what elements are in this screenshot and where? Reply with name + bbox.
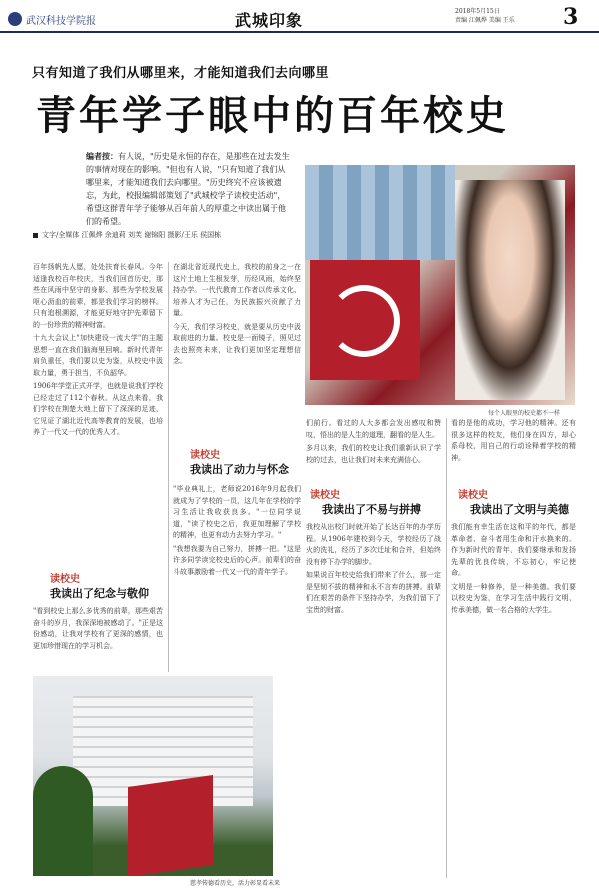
bookshelf-image — [305, 165, 455, 260]
byline-text: 文字/全媒体 江佩烨 余迪莉 刘芙 谢锦阳 摄影/王乐 侯国栋 — [42, 231, 222, 239]
article-kicker: 只有知道了我们从哪里来，才能知道我们去向哪里 — [32, 66, 330, 81]
campus-photo-caption: 慈孝传德看历史，活力彰显看未来 — [190, 880, 281, 887]
col2-para1: 在湖北省近现代史上，我校的前身之一在这片土地上生根发芽，历经风雨，始终坚持办学。一代代教育工作者以传承文化、培养人才为己任，为民族振兴贡献了力量。 — [173, 263, 301, 317]
col4-sub-title: 我读出了文明与美德 — [470, 503, 569, 516]
newspaper-logo — [8, 10, 128, 28]
red-book-image — [128, 775, 213, 876]
col3-sub-title: 我读出了不易与拼搏 — [322, 503, 421, 516]
school-seal-icon — [8, 12, 22, 26]
issue-editors: 责编 江佩烨 美编 王乐 — [455, 17, 515, 24]
col3-body — [306, 522, 441, 877]
editor-note-label: 编者按： — [86, 151, 118, 161]
col1-para3: 1906年学堂正式开学，也就是说我们学校已经走过了112个春秋。从这点来看，我们学校在荆楚大地上留下了深深的足迹，它见证了湖北近代高等教育的发展，也培养了一代又一代的优秀人才。 — [33, 382, 163, 436]
col4-sub-label: 读校史 — [458, 490, 488, 501]
col2-sub-title: 我读出了动力与怀念 — [190, 463, 289, 476]
column-2 — [173, 262, 301, 437]
column-3 — [306, 418, 441, 480]
col4-para1: 看的是他的成功，学习他的精神。还有很多这样的校友，他们身在四方，却心系母校，用自己的行动诠释着学校的精神。 — [451, 419, 576, 462]
issue-date: 2018年5月15日 — [455, 8, 500, 15]
col3-sub-label: 读校史 — [310, 490, 340, 501]
col2-body — [173, 484, 301, 669]
byline — [33, 230, 221, 240]
col2-para3: "毕业典礼上，老师说2016年9月起我们就成为了学校的一员，这几年在学校的学习生活让我收获良多。"一位同学说道，"读了校史之后，我更加理解了学校的精神，也更有动力去努力学习。" — [173, 485, 301, 539]
column-1 — [33, 262, 163, 562]
main-photo — [305, 165, 575, 405]
col1-para2: 十九大会议上"加快建设一流大学"的主题思想一直在我们脑海里回响。新时代青年肩负重任，我们要以史为鉴，从校史中汲取力量，勇于担当，不负韶华。 — [33, 334, 163, 377]
column-divider — [446, 418, 447, 878]
issue-meta — [455, 7, 515, 25]
page-number: 3 — [563, 4, 579, 30]
col3-para3: 我校从出校门时就开始了长达百年的办学历程。从1906年建校到今天，学校经历了战火的洗礼，经历了多次迁址和合并，但始终没有停下办学的脚步。 — [306, 523, 441, 566]
column-divider — [168, 262, 169, 672]
col3-para2: 多月以来，我们的校史让我们重新认识了学校的过去，也让我们对未来充满信心。 — [306, 444, 441, 464]
red-book-image — [310, 260, 420, 380]
tree-image — [33, 766, 93, 876]
section-title: 武城印象 — [235, 11, 304, 30]
header-rule — [0, 31, 599, 33]
campus-photo — [33, 676, 273, 876]
col4-body — [451, 522, 576, 877]
col2-para2: 今天，我们学习校史，就是要从历史中汲取前进的力量。校史是一面镜子，照见过去也照亮未来，让我们更加坚定理想信念。 — [173, 322, 301, 365]
col1-para4: "看到校史上那么多优秀的前辈，那些艰苦奋斗的岁月，我深深地被感动了。"正是这份感动，让我对学校有了更深的感情，也更加珍惜现在的学习机会。 — [33, 607, 163, 650]
main-photo-caption: 每个人眼里的校史都不一样 — [488, 410, 561, 417]
col3-para1: 们前行。看过的人大多都会发出感叹和赞叹，悟出的是人生的道理，翻看的是人生。 — [306, 419, 441, 439]
student-image — [455, 180, 565, 400]
col3-para4: 如果说百年校史给我们带来了什么，那一定是坚韧不拔的精神和永不言弃的拼搏。前辈们在艰苦的条件下坚持办学，为我们留下了宝贵的财富。 — [306, 571, 441, 614]
col2-sub-label: 读校史 — [190, 450, 220, 461]
col1-sub-title: 我读出了纪念与敬仰 — [50, 587, 149, 600]
col4-para2: 我们能有幸生活在这和平的年代，都是革命者、奋斗者用生命和汗水换来的。作为新时代的青年，我们要继承和发扬先辈的优良传统，不忘初心，牢记使命。 — [451, 523, 576, 577]
col1-para1: 百年扬帆先人愿，处处扶育长春风。今年适逢我校百年校庆，当我们回首历史，那些在风雨中坚守的身影、那些为学校发展呕心沥血的前辈，都是我们学习的榜样。只有追根溯源，才能更好地守护先辈留下的一份珍贵的精神财富。 — [33, 263, 163, 329]
col4-para3: 文明是一种修养，是一种美德。我们要以校史为鉴，在学习生活中践行文明，传承美德，做一名合格的大学生。 — [451, 582, 576, 614]
byline-bullet-icon — [33, 233, 38, 238]
editor-note — [86, 150, 291, 228]
newspaper-name: 武汉科技学院报 — [26, 15, 96, 27]
article-headline: 青年学子眼中的百年校史 — [36, 93, 509, 139]
editor-note-text: 有人说，"历史是永恒的存在，是那些在过去发生的事情对现在的影响。"但也有人说，"只有知道了我们从哪里来，才能知道我们去向哪里。"历史终究不应该被遗忘，为此，校报编辑部策划了"武城校学子读校史活动"，希望这群青年学子能够从百年前人的厚重之中读出属于他们的希望。 — [86, 152, 290, 226]
col1-sub-label: 读校史 — [50, 574, 80, 585]
col2-para4: "我想我要为自己努力，拼搏一把。"这是许多同学读完校史后的心声。前辈们的奋斗故事激励着一代又一代的青年学子。 — [173, 544, 301, 576]
